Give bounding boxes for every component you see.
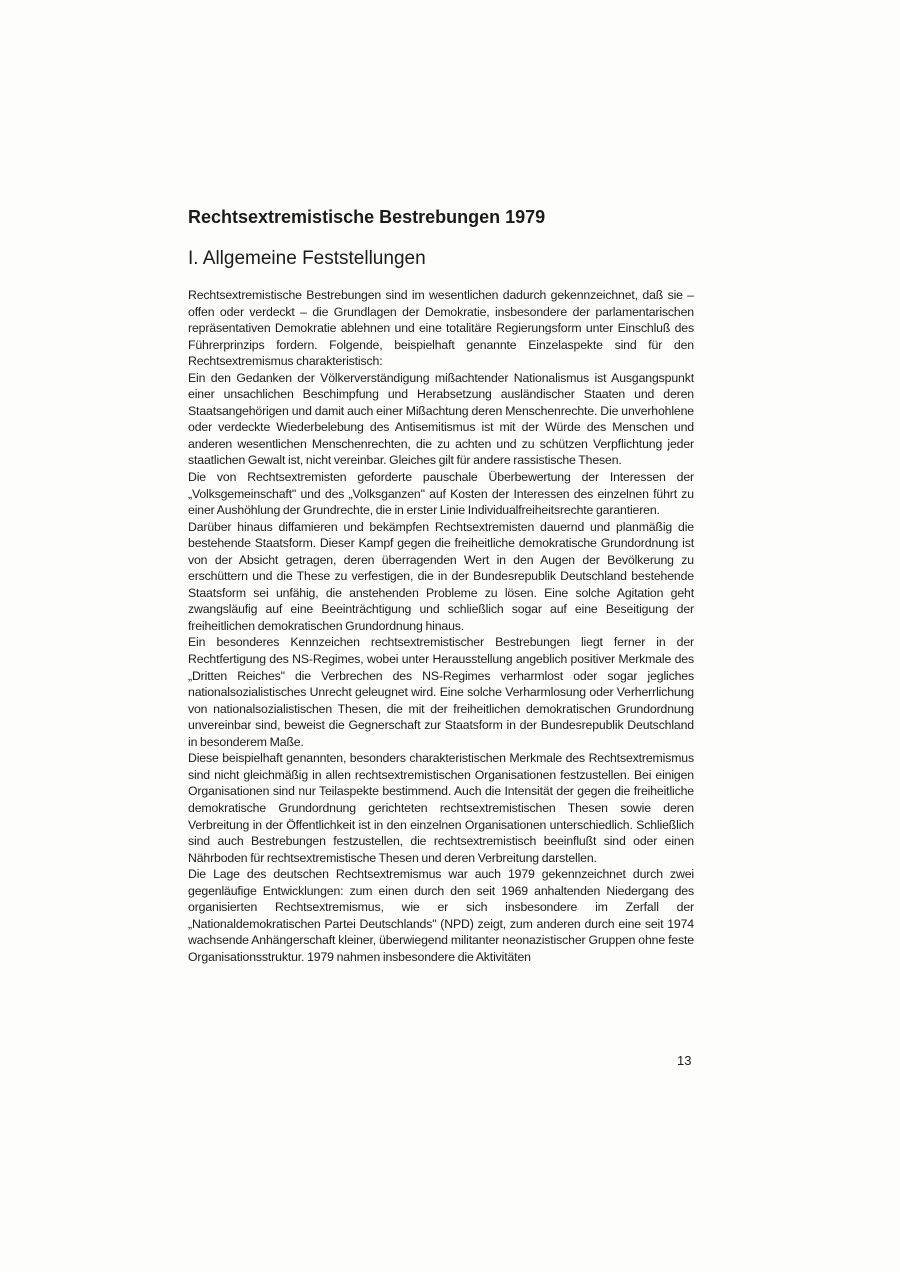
paragraph: Ein den Gedanken der Völkerverständigung mißachtender Nationalismus ist Ausgangspunkt einer unsachlichen Beschimpfung und Herabsetzung ausländischer Staaten und deren Staatsangehörigen und damit auch einer Mißachtung deren Menschenrechte. Die unverhohlene oder verdeckte Wiederbelebung des Antisemitismus ist mit der Würde des Menschen und anderen wesentlichen Menschenrechten, die zu achten und zu schützen Verpflichtung jeder staatlichen Gewalt ist, nicht vereinbar. Gleiches gilt für andere rassistische Thesen. xyxy=(188,370,694,468)
paragraph: Ein besonderes Kennzeichen rechtsextremistischer Bestrebungen liegt ferner in der Rechtfertigung des NS-Regimes, wobei unter Herausstellung angeblich positiver Merkmale des „Dritten Reiches" die Verbrechen des NS-Regimes verharmlost oder sogar jegliches nationalsozialistisches Unrecht geleugnet wird. Eine solche Verharmlosung oder Verherrlichung von nationalsozialistischen Thesen, die mit der freiheitlichen demokratischen Grundordnung unvereinbar sind, beweist die Gegnerschaft zur Staatsform in der Bundesrepublik Deutschland in besonderem Maße. xyxy=(188,635,694,749)
paragraph: Die von Rechtsextremisten geforderte pauschale Überbewertung der Interessen der „Volksgemeinschaft" und des „Volksganzen" auf Kosten der Interessen des einzelnen führt zu einer Aushöhlung der Grundrechte, die in erster Linie Individualfreiheitsrechte garantieren. xyxy=(188,470,694,518)
paragraph: Rechtsextremistische Bestrebungen sind im wesentlichen dadurch gekennzeichnet, daß sie – offen oder verdeckt – die Grundlagen der Demokratie, insbesondere der parlamentarischen repräsentativen Demokratie ablehnen und eine totalitäre Regierungsform unter Einschluß des Führerprinzips fordern. Folgende, beispielhaft genannte Einzelaspekte sind für den Rechtsextremismus charakteristisch: xyxy=(188,288,694,369)
paragraph: Darüber hinaus diffamieren und bekämpfen Rechtsextremisten dauernd und planmäßig die bestehende Staatsform. Dieser Kampf gegen die freiheitliche demokratische Grundordnung ist von der Absicht getragen, deren überragenden Wert in den Augen der Bevölkerung zu erschüttern und die These zu verfestigen, die in der Bundesrepublik Deutschland bestehende Staatsform sei unfähig, die anstehenden Probleme zu lösen. Eine solche Agitation geht zwangsläufig auf eine Beeinträchtigung und schließlich sogar auf eine Beseitigung der freiheitlichen demokratischen Grundordnung hinaus. xyxy=(188,519,694,633)
body-text xyxy=(188,287,694,965)
page-title: Rechtsextremistische Bestrebungen 1979 xyxy=(188,207,546,227)
paragraph: Diese beispielhaft genannten, besonders charakteristischen Merkmale des Rechtsextremismus sind nicht gleichmäßig in allen rechtsextremistischen Organisationen festzustellen. Bei einigen Organisationen sind nur Teilaspekte bestimmend. Auch die Intensität der gegen die freiheitliche demokratische Grundordnung gerichteten rechtsextremistischen Thesen sowie deren Verbreitung in der Öffentlichkeit ist in den einzelnen Organisationen unterschiedlich. Schließlich sind auch Bestrebungen festzustellen, die rechtsextremistisch beeinflußt sind oder einen Nährboden für rechtsextremistische Thesen und deren Verbreitung darstellen. xyxy=(188,751,694,865)
paragraph: Die Lage des deutschen Rechtsextremismus war auch 1979 gekennzeichnet durch zwei gegenläufige Entwicklungen: zum einen durch den seit 1969 anhaltenden Niedergang des organisierten Rechtsextremismus, wie er sich insbesondere im Zerfall der „Nationaldemokratischen Partei Deutschlands" (NPD) zeigt, zum anderen durch eine seit 1974 wachsende Anhängerschaft kleiner, überwiegend militanter neonazistischer Gruppen ohne feste Organisationsstruktur. 1979 nahmen insbesondere die Aktivitäten xyxy=(188,867,694,964)
section-heading: I. Allgemeine Feststellungen xyxy=(188,248,426,269)
page-number: 13 xyxy=(677,1053,692,1068)
